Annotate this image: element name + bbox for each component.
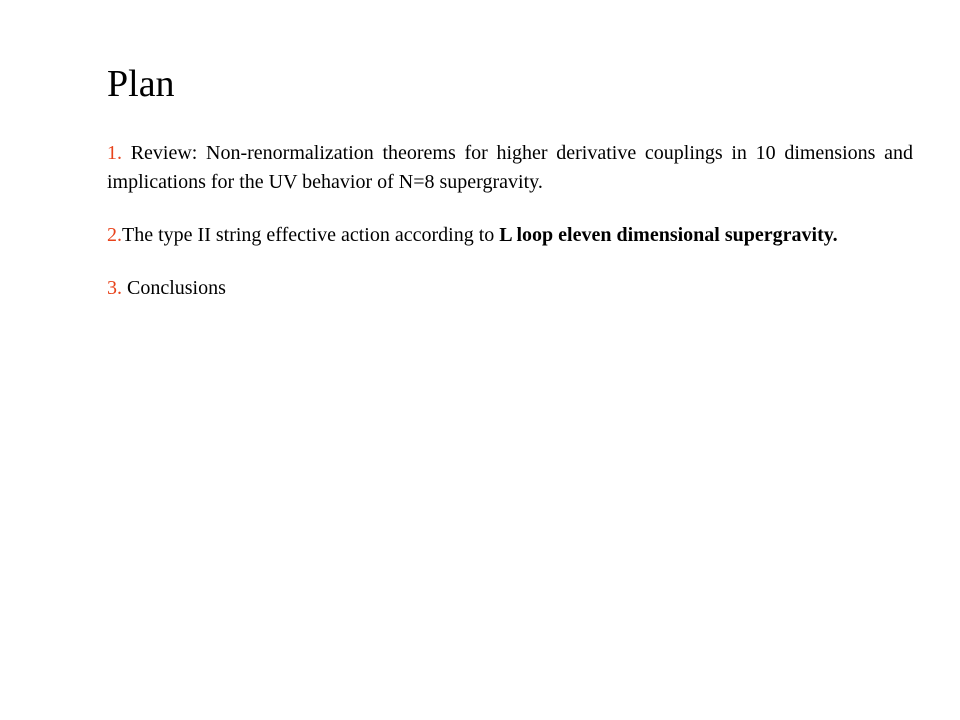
plan-item-2-text: The type II string effective action according to <box>122 224 500 246</box>
plan-item-2-bold-text: L loop eleven dimensional supergravity. <box>499 224 838 246</box>
plan-item-1 <box>107 139 913 197</box>
plan-item-3-text: Conclusions <box>122 277 226 299</box>
plan-item-2 <box>107 221 913 250</box>
plan-item-3 <box>107 274 913 303</box>
plan-item-1-number: 1. <box>107 142 122 164</box>
plan-item-2-number: 2. <box>107 224 122 246</box>
plan-item-3-number: 3. <box>107 277 122 299</box>
plan-list <box>107 139 913 327</box>
plan-item-1-text: Review: Non-renormalization theorems for higher derivative couplings in 10 dimensions and implications for the UV behavior of N=8 supergravity. <box>107 142 913 193</box>
slide-title: Plan <box>107 63 175 105</box>
